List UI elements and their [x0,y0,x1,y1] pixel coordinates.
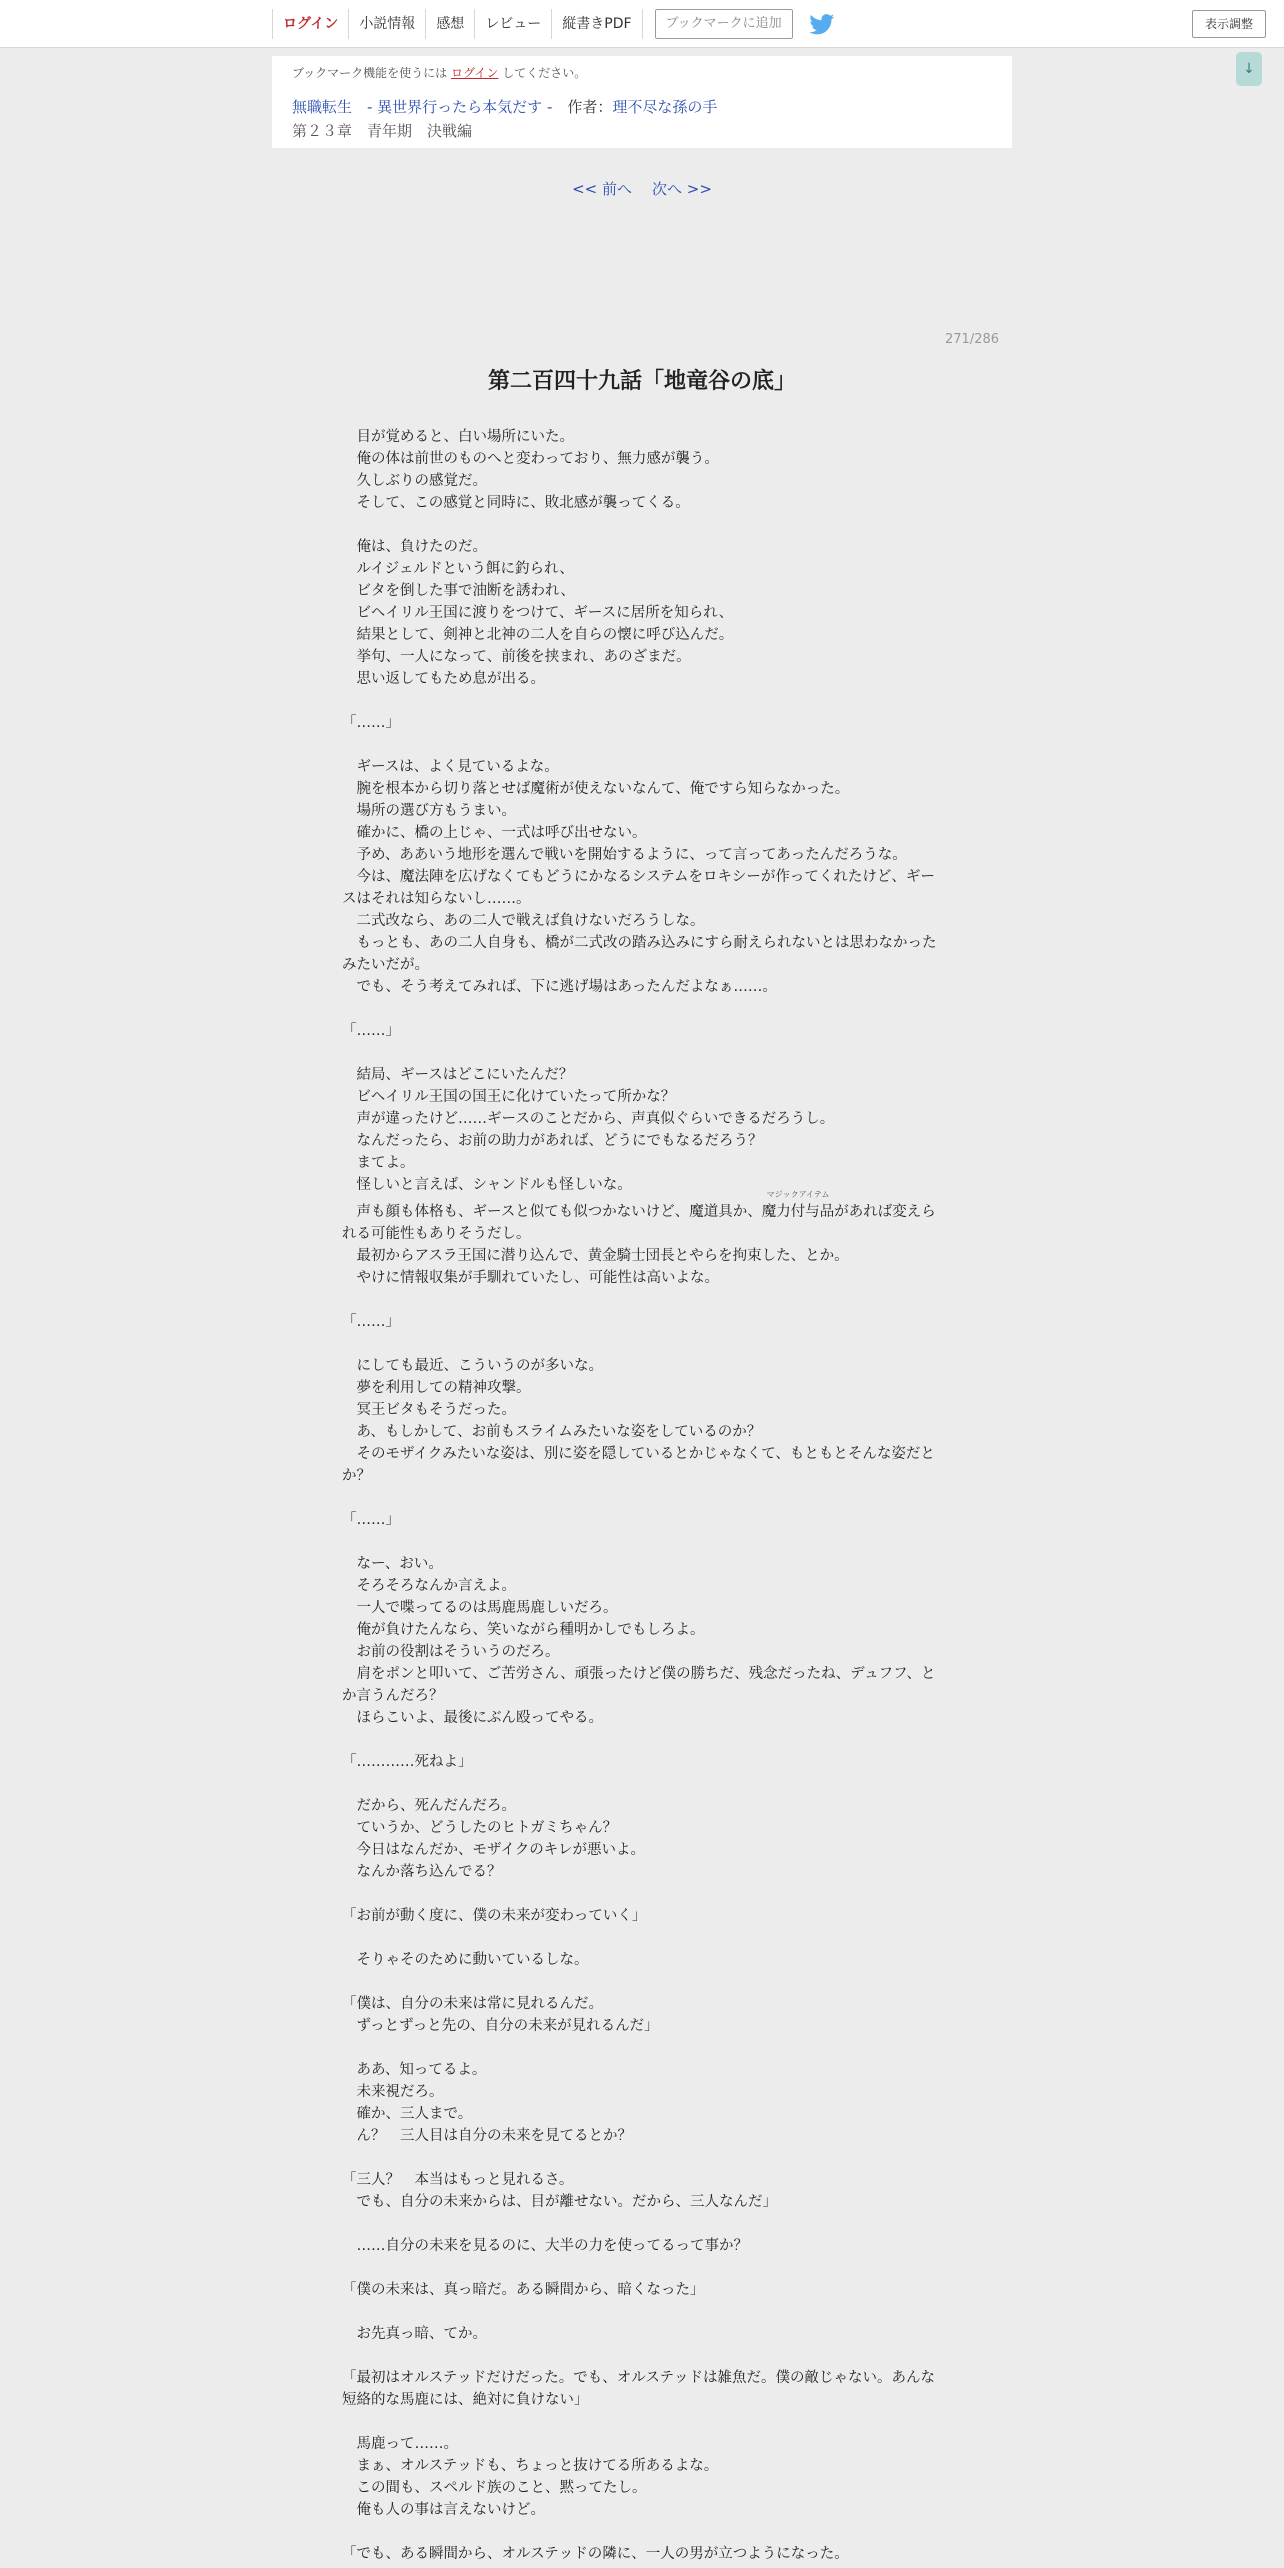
body-line: 俺も人の事は言えないけど。 [342,2502,545,2518]
body-line: そして、この感覚と同時に、敗北感が襲ってくる。 [342,495,690,511]
novel-body [342,426,942,2565]
body-line: ほらこいよ、最後にぶん殴ってやる。 [342,1710,603,1726]
body-line [342,1729,942,1751]
prev-link[interactable]: << 前へ [572,180,632,198]
review-link[interactable]: レビュー [474,9,551,39]
body-line: 夢を利用しての精神攻撃。 [342,1380,531,1396]
notice-login-link[interactable]: ログイン [450,66,499,80]
novel-title-line [292,96,717,117]
body-line: 声が違ったけど……ギースのことだから、声真似ぐらいできるだろうし。 [342,1111,835,1127]
body-line: 思い返してもため息が出る。 [342,671,545,687]
author-link[interactable]: 理不尽な孫の手 [612,98,718,116]
body-line [342,2521,942,2543]
body-line [342,1289,942,1311]
body-line: 「……」 [342,1512,400,1528]
body-line [342,1487,942,1509]
body-line: 俺が負けたんなら、笑いながら種明かしでもしろよ。 [342,1622,705,1638]
body-line: 「僕の未来は、真っ暗だ。ある瞬間から、暗くなった」 [342,2282,705,2298]
body-line: 「……」 [342,1023,400,1039]
author-label: 作者： [552,98,613,116]
body-line: 「……」 [342,1314,400,1330]
body-line [342,2147,942,2169]
body-line: 予め、ああいう地形を選んで戦いを開始するように、って言ってあったんだろうな。 [342,847,907,863]
body-line [342,514,942,536]
body-line [342,2301,942,2323]
body-line: 未来視だろ。 [342,2084,444,2100]
body-line [342,2411,942,2433]
body-line: ビタを倒した事で油断を誘われ、 [342,583,575,599]
body-line: 「……」 [342,715,400,731]
ruby-base: 魔力付与品 [761,1204,835,1220]
body-line: 結局、ギースはどこにいたんだ？ [342,1067,574,1083]
body-line [342,690,942,712]
body-line: 「…………死ねよ」 [342,1754,473,1770]
body-line: お先真っ暗、てか。 [342,2326,487,2342]
body-line: 「お前が動く度に、僕の未来が変わっていく」 [342,1908,647,1924]
body-line: でも、自分の未来からは、目が離せない。だから、三人なんだ」 [342,2194,777,2210]
body-line: まぁ、オルステッドも、ちょっと抜けてる所あるよな。 [342,2458,719,2474]
body-line: 肩をポンと叩いて、ご苦労さん、頑張ったけど僕の勝ちだ、残念だったね、デュフフ、とか言うんだろ？ [342,1666,936,1704]
body-line [342,1190,942,1245]
display-settings-button[interactable]: 表示調整 [1192,10,1266,38]
body-line: 冥王ビタもそうだった。 [342,1402,516,1418]
body-line [342,2257,942,2279]
body-line: もっとも、あの二人自身も、橋が二式改の踏み込みにすら耐えられないとは思わなかったみたいだが。 [342,935,937,973]
body-line [342,2345,942,2367]
body-text: があれば変えられる可能性もありそうだし。 [342,1204,936,1242]
body-line: 挙句、一人になって、前後を挟まれ、あのざまだ。 [342,649,691,665]
body-line: ていうか、どうしたのヒトガミちゃん？ [342,1820,618,1836]
scroll-down-button[interactable]: ↓ [1236,52,1262,86]
body-line [342,2213,942,2235]
body-line: 「三人？ 本当はもっと見れるさ。 [342,2172,574,2188]
body-line: 今は、魔法陣を広げなくてもどうにかなるシステムをロキシーが作ってくれたけど、ギースはそれは知らないし……。 [342,869,935,907]
body-line: 一人で喋ってるのは馬鹿馬鹿しいだろ。 [342,1600,618,1616]
pager-top [0,178,1284,199]
novel-info-box [272,56,1012,148]
next-link[interactable]: 次へ >> [652,180,712,198]
body-line [342,734,942,756]
body-line: 馬鹿って……。 [342,2436,458,2452]
body-line: あ、もしかして、お前もスライムみたいな姿をしているのか？ [342,1424,762,1440]
body-line: まてよ。 [342,1155,415,1171]
body-line: そろそろなんか言えよ。 [342,1578,516,1594]
body-line [342,1971,942,1993]
body-line [342,1883,942,1905]
body-line: この間も、スペルド族のこと、黙ってたし。 [342,2480,647,2496]
body-line: やけに情報収集が手馴れていたし、可能性は高いよな。 [342,1270,719,1286]
body-line: 腕を根本から切り落とせば魔術が使えないなんて、俺ですら知らなかった。 [342,781,850,797]
chapter-title: 第２３章 青年期 決戦編 [292,122,473,140]
body-line: 確かに、橋の上じゃ、一式は呼び出せない。 [342,825,647,841]
novel-info-link[interactable]: 小説情報 [348,9,425,39]
body-line: 確か、三人まで。 [342,2106,473,2122]
body-line: だから、死んだんだろ。 [342,1798,516,1814]
bookmark-notice: ブックマーク機能を使うには ログイン してください。 [292,66,587,80]
add-bookmark-button[interactable]: ブックマークに追加 [655,9,793,39]
body-line: 「最初はオルステッドだけだった。でも、オルステッドは雑魚だ。僕の敵じゃない。あんな短絡的な馬鹿には、絶対に負けない」 [342,2370,936,2408]
body-line: 怪しいと言えば、シャンドルも怪しいな。 [342,1177,632,1193]
body-line: そりゃそのために動いているしな。 [342,1952,589,1968]
body-line: にしても最近、こういうのが多いな。 [342,1358,603,1374]
body-line [342,1333,942,1355]
body-line: 久しぶりの感覚だ。 [342,473,487,489]
body-line: 俺の体は前世のものへと変わっており、無力感が襲う。 [342,451,719,467]
body-line: 結果として、剣神と北神の二人を自らの懐に呼び込んだ。 [342,627,734,643]
impressions-link[interactable]: 感想 [425,9,474,39]
main-nav [272,8,835,40]
page-count: 271/286 [945,332,1000,347]
body-text: 声も顔も体格も、ギースと似ても似つかないけど、魔道具か、 [342,1204,762,1220]
header-bar [0,0,1284,48]
body-line: ギースは、よく見ているよな。 [342,759,559,775]
vertical-pdf-link[interactable]: 縦書きPDF [551,9,642,39]
body-line [342,998,942,1020]
twitter-icon[interactable] [809,13,835,35]
body-line: 今日はなんだか、モザイクのキレが悪いよ。 [342,1842,646,1858]
novel-title-link[interactable]: 無職転生 - 異世界行ったら本気だす - [292,98,553,116]
body-line: ああ、知ってるよ。 [342,2062,487,2078]
body-line [342,1531,942,1553]
body-line: 目が覚めると、白い場所にいた。 [342,429,574,445]
body-line [342,1773,942,1795]
body-line: ビヘイリル王国に渡りをつけて、ギースに居所を知られ、 [342,605,734,621]
body-line: なんだったら、お前の助力があれば、どうにでもなるだろう？ [342,1133,763,1149]
body-line: ビヘイリル王国の国王に化けていたって所かな？ [342,1089,676,1105]
body-line: ん？ 三人目は自分の未来を見てるとか？ [342,2128,632,2144]
body-line: 「僕は、自分の未来は常に見れるんだ。 [342,1996,603,2012]
body-line: 場所の選び方もうまい。 [342,803,516,819]
body-line: ずっとずっと先の、自分の未来が見れるんだ」 [342,2018,659,2034]
body-line: でも、そう考えてみれば、下に逃げ場はあったんだよなぁ……。 [342,979,777,995]
body-line: なんか落ち込んでる？ [342,1864,502,1880]
ruby-word [761,1190,835,1223]
body-line: 「でも、ある瞬間から、オルステッドの隣に、一人の男が立つようになった。 [342,2546,849,2562]
ruby-reading: マジックアイテム [766,1190,830,1199]
body-line [342,2037,942,2059]
body-line: 最初からアスラ王国に潜り込んで、黄金騎士団長とやらを拘束した、とか。 [342,1248,849,1264]
body-line: なー、おい。 [342,1556,443,1572]
body-line [342,1042,942,1064]
body-line: そのモザイクみたいな姿は、別に姿を隠しているとかじゃなくて、もともとそんな姿だとか？ [342,1446,935,1484]
login-link[interactable]: ログイン [272,9,348,39]
body-line: ルイジェルドという餌に釣られ、 [342,561,574,577]
body-line: お前の役割はそういうのだろ。 [342,1644,560,1660]
episode-title: 第二百四十九話「地竜谷の底」 [487,369,796,394]
body-line: ……自分の未来を見るのに、大半の力を使ってるって事か？ [342,2238,748,2254]
body-line: 二式改なら、あの二人で戦えば負けないだろうしな。 [342,913,705,929]
body-line: 俺は、負けたのだ。 [342,539,487,555]
body-line [342,1927,942,1949]
